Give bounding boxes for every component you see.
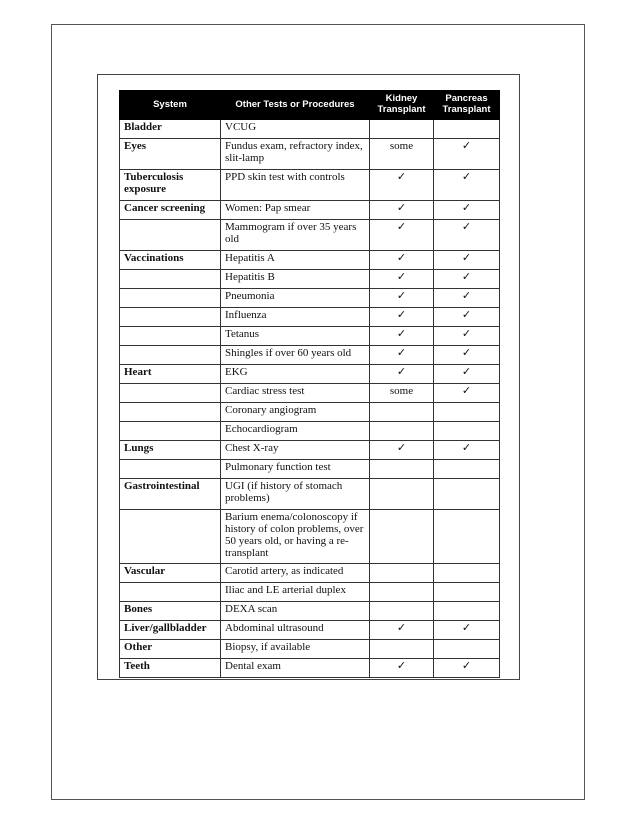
table-row xyxy=(120,441,500,460)
table-row xyxy=(120,120,500,139)
pancreas-cell: ✓ xyxy=(434,384,500,403)
test-cell: UGI (if history of stomach problems) xyxy=(221,479,370,510)
header-other-tests: Other Tests or Procedures xyxy=(221,91,370,120)
system-cell: Vaccinations xyxy=(120,251,221,270)
test-cell: Women: Pap smear xyxy=(221,201,370,220)
test-cell: Fundus exam, refractory index, slit-lamp xyxy=(221,139,370,170)
table-row xyxy=(120,460,500,479)
test-cell: Biopsy, if available xyxy=(221,640,370,659)
pancreas-cell: ✓ xyxy=(434,346,500,365)
pancreas-cell xyxy=(434,583,500,602)
pancreas-cell: ✓ xyxy=(434,270,500,289)
test-cell: Dental exam xyxy=(221,659,370,678)
system-cell xyxy=(120,220,221,251)
kidney-cell: ✓ xyxy=(370,201,434,220)
kidney-cell: ✓ xyxy=(370,621,434,640)
pancreas-cell xyxy=(434,422,500,441)
system-cell: Tuberculosis exposure xyxy=(120,170,221,201)
kidney-cell: ✓ xyxy=(370,289,434,308)
system-cell xyxy=(120,460,221,479)
kidney-cell: ✓ xyxy=(370,346,434,365)
test-cell: Echocardiogram xyxy=(221,422,370,441)
transplant-tests-table xyxy=(119,90,500,678)
table-row xyxy=(120,170,500,201)
kidney-cell: some xyxy=(370,384,434,403)
kidney-cell xyxy=(370,510,434,564)
kidney-cell xyxy=(370,403,434,422)
pancreas-cell: ✓ xyxy=(434,327,500,346)
table-row xyxy=(120,403,500,422)
table-row xyxy=(120,659,500,678)
header-row xyxy=(120,91,500,120)
table-row xyxy=(120,640,500,659)
pancreas-cell xyxy=(434,640,500,659)
test-cell: Hepatitis A xyxy=(221,251,370,270)
pancreas-cell: ✓ xyxy=(434,621,500,640)
table-row xyxy=(120,510,500,564)
kidney-cell: ✓ xyxy=(370,441,434,460)
pancreas-cell: ✓ xyxy=(434,201,500,220)
pancreas-cell: ✓ xyxy=(434,220,500,251)
test-cell: Abdominal ultrasound xyxy=(221,621,370,640)
table-row xyxy=(120,270,500,289)
test-cell: Barium enema/colonoscopy if history of colon problems, over 50 years old, or having a re-transplant xyxy=(221,510,370,564)
kidney-cell xyxy=(370,460,434,479)
pancreas-cell: ✓ xyxy=(434,365,500,384)
pancreas-cell xyxy=(434,564,500,583)
test-cell: Pneumonia xyxy=(221,289,370,308)
system-cell: Bones xyxy=(120,602,221,621)
system-cell: Eyes xyxy=(120,139,221,170)
pancreas-cell xyxy=(434,602,500,621)
system-cell xyxy=(120,346,221,365)
test-cell: Cardiac stress test xyxy=(221,384,370,403)
test-cell: Influenza xyxy=(221,308,370,327)
test-cell: Shingles if over 60 years old xyxy=(221,346,370,365)
kidney-cell: ✓ xyxy=(370,327,434,346)
pancreas-cell xyxy=(434,460,500,479)
test-cell: Hepatitis B xyxy=(221,270,370,289)
pancreas-cell xyxy=(434,510,500,564)
table-row xyxy=(120,422,500,441)
system-cell xyxy=(120,403,221,422)
kidney-cell xyxy=(370,640,434,659)
table-row xyxy=(120,327,500,346)
kidney-cell: ✓ xyxy=(370,270,434,289)
test-cell: DEXA scan xyxy=(221,602,370,621)
system-cell: Lungs xyxy=(120,441,221,460)
kidney-cell: ✓ xyxy=(370,308,434,327)
test-cell: Pulmonary function test xyxy=(221,460,370,479)
table-row xyxy=(120,308,500,327)
system-cell xyxy=(120,510,221,564)
table-row xyxy=(120,602,500,621)
kidney-cell xyxy=(370,422,434,441)
test-cell: Coronary angiogram xyxy=(221,403,370,422)
test-cell: Iliac and LE arterial duplex xyxy=(221,583,370,602)
table-row xyxy=(120,583,500,602)
table-row xyxy=(120,220,500,251)
kidney-cell xyxy=(370,583,434,602)
test-cell: PPD skin test with controls xyxy=(221,170,370,201)
system-cell: Heart xyxy=(120,365,221,384)
table-row xyxy=(120,139,500,170)
system-cell xyxy=(120,270,221,289)
pancreas-cell: ✓ xyxy=(434,139,500,170)
system-cell: Vascular xyxy=(120,564,221,583)
system-cell xyxy=(120,384,221,403)
test-cell: Chest X-ray xyxy=(221,441,370,460)
kidney-cell xyxy=(370,602,434,621)
table-row xyxy=(120,365,500,384)
kidney-cell xyxy=(370,479,434,510)
pancreas-cell: ✓ xyxy=(434,289,500,308)
pancreas-cell: ✓ xyxy=(434,251,500,270)
pancreas-cell: ✓ xyxy=(434,308,500,327)
header-pancreas-transplant: Pancreas Transplant xyxy=(434,91,500,120)
table-row xyxy=(120,201,500,220)
kidney-cell: ✓ xyxy=(370,251,434,270)
test-cell: VCUG xyxy=(221,120,370,139)
system-cell xyxy=(120,422,221,441)
system-cell xyxy=(120,327,221,346)
pancreas-cell: ✓ xyxy=(434,170,500,201)
table-row xyxy=(120,479,500,510)
system-cell: Gastrointestinal xyxy=(120,479,221,510)
table-row xyxy=(120,621,500,640)
test-cell: Tetanus xyxy=(221,327,370,346)
system-cell: Other xyxy=(120,640,221,659)
table-row xyxy=(120,384,500,403)
header-kidney-transplant: Kidney Transplant xyxy=(370,91,434,120)
kidney-cell xyxy=(370,120,434,139)
system-cell xyxy=(120,583,221,602)
kidney-cell: ✓ xyxy=(370,170,434,201)
system-cell: Liver/gallbladder xyxy=(120,621,221,640)
pancreas-cell xyxy=(434,120,500,139)
kidney-cell: some xyxy=(370,139,434,170)
header-system: System xyxy=(120,91,221,120)
kidney-cell xyxy=(370,564,434,583)
test-cell: Carotid artery, as indicated xyxy=(221,564,370,583)
system-cell xyxy=(120,308,221,327)
kidney-cell: ✓ xyxy=(370,220,434,251)
table-row xyxy=(120,346,500,365)
kidney-cell: ✓ xyxy=(370,659,434,678)
system-cell: Teeth xyxy=(120,659,221,678)
pancreas-cell: ✓ xyxy=(434,441,500,460)
table-row xyxy=(120,564,500,583)
table-row xyxy=(120,251,500,270)
table-row xyxy=(120,289,500,308)
pancreas-cell: ✓ xyxy=(434,659,500,678)
pancreas-cell xyxy=(434,403,500,422)
test-cell: Mammogram if over 35 years old xyxy=(221,220,370,251)
system-cell: Cancer screening xyxy=(120,201,221,220)
pancreas-cell xyxy=(434,479,500,510)
kidney-cell: ✓ xyxy=(370,365,434,384)
system-cell: Bladder xyxy=(120,120,221,139)
system-cell xyxy=(120,289,221,308)
test-cell: EKG xyxy=(221,365,370,384)
